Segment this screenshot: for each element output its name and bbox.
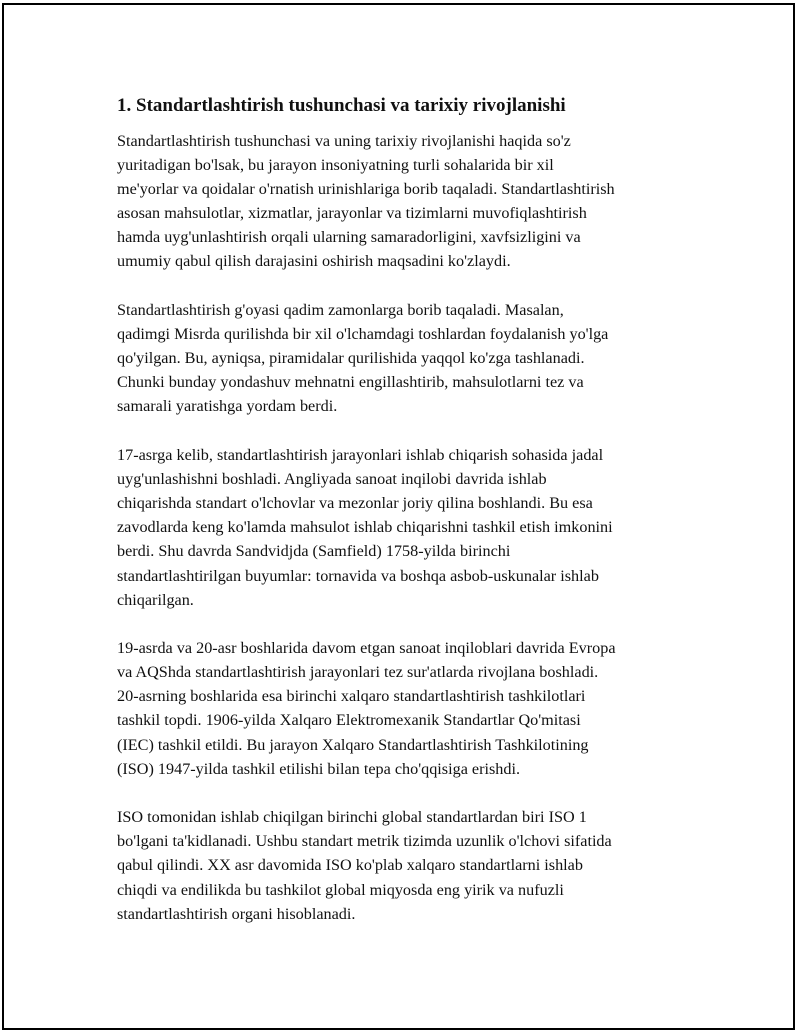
text-line: qadimgi Misrda qurilishda bir xil o'lchamdagi toshlardan foydalanish yo'lga bbox=[117, 325, 609, 344]
text-line: va AQShda standartlashtirish jarayonlari tez sur'atlarda rivojlana boshladi. bbox=[117, 663, 599, 682]
body-paragraph bbox=[117, 129, 687, 274]
body-paragraph bbox=[117, 805, 687, 925]
text-line: bo'lgani ta'kidlanadi. Ushbu standart metrik tizimda uzunlik o'lchovi sifatida bbox=[117, 832, 612, 851]
section-heading: 1. Standartlashtirish tushunchasi va tarixiy rivojlanishi bbox=[117, 95, 566, 116]
text-line: qabul qilindi. XX asr davomida ISO ko'plab xalqaro standartlarni ishlab bbox=[117, 856, 583, 875]
text-line: yuritadigan bo'lsak, bu jarayon insoniyatning turli sohalarida bir xil bbox=[117, 156, 554, 175]
body-paragraph bbox=[117, 443, 687, 612]
text-line: berdi. Shu davrda Sandvidjda (Samfield) 1758-yilda birinchi bbox=[117, 542, 511, 561]
text-line: me'yorlar va qoidalar o'rnatish urinishlariga borib taqaladi. Standartlashtirish bbox=[117, 180, 615, 199]
text-line: asosan mahsulotlar, xizmatlar, jarayonlar va tizimlarni muvofiqlashtirish bbox=[117, 204, 587, 223]
text-line: chiqarilgan. bbox=[117, 590, 194, 609]
text-line: chiqdi va endilikda bu tashkilot global miqyosda eng yirik va nufuzli bbox=[117, 880, 564, 899]
text-line: Standartlashtirish g'oyasi qadim zamonlarga borib taqaladi. Masalan, bbox=[117, 301, 564, 320]
text-line: ISO tomonidan ishlab chiqilgan birinchi global standartlardan biri ISO 1 bbox=[117, 808, 587, 827]
text-line: umumiy qabul qilish darajasini oshirish maqsadini ko'zlaydi. bbox=[117, 252, 511, 271]
text-line: (ISO) 1947-yilda tashkil etilishi bilan tepa cho'qqisiga erishdi. bbox=[117, 759, 521, 778]
paragraph-list bbox=[117, 129, 687, 926]
text-line: Standartlashtirish tushunchasi va uning tarixiy rivojlanishi haqida so'z bbox=[117, 132, 571, 150]
text-line: Chunki bunday yondashuv mehnatni engillashtirib, mahsulotlarni tez va bbox=[117, 373, 584, 392]
text-line: qo'yilgan. Bu, ayniqsa, piramidalar qurilishida yaqqol ko'zga tashlanadi. bbox=[117, 349, 585, 368]
text-line: (IEC) tashkil etildi. Bu jarayon Xalqaro Standartlashtirish Tashkilotining bbox=[117, 735, 589, 754]
text-line: hamda uyg'unlashtirish orqali ularning samaradorligini, xavfsizligini va bbox=[117, 228, 581, 247]
text-line: chiqarishda standart o'lchovlar va mezonlar joriy qilina boshlandi. Bu esa bbox=[117, 494, 593, 513]
text-line: samarali yaratishga yordam berdi. bbox=[117, 397, 338, 416]
text-line: 20-asrning boshlarida esa birinchi xalqaro standartlashtirish tashkilotlari bbox=[117, 687, 586, 706]
text-line: tashkil topdi. 1906-yilda Xalqaro Elektromexanik Standartlar Qo'mitasi bbox=[117, 711, 581, 730]
document-body bbox=[117, 93, 687, 950]
text-line: 19-asrda va 20-asr boshlarida davom etgan sanoat inqiloblari davrida Evropa bbox=[117, 639, 616, 658]
text-line: 17-asrga kelib, standartlashtirish jarayonlari ishlab chiqarish sohasida jadal bbox=[117, 446, 604, 465]
text-line: standartlashtirish organi hisoblanadi. bbox=[117, 904, 356, 923]
body-paragraph bbox=[117, 636, 687, 781]
body-paragraph bbox=[117, 298, 687, 418]
text-line: uyg'unlashishni boshladi. Angliyada sanoat inqilobi davrida ishlab bbox=[117, 470, 547, 489]
text-line: zavodlarda keng ko'lamda mahsulot ishlab chiqarishni tashkil etish imkonini bbox=[117, 518, 613, 537]
text-line: standartlashtirilgan buyumlar: tornavida va boshqa asbob-uskunalar ishlab bbox=[117, 566, 599, 585]
